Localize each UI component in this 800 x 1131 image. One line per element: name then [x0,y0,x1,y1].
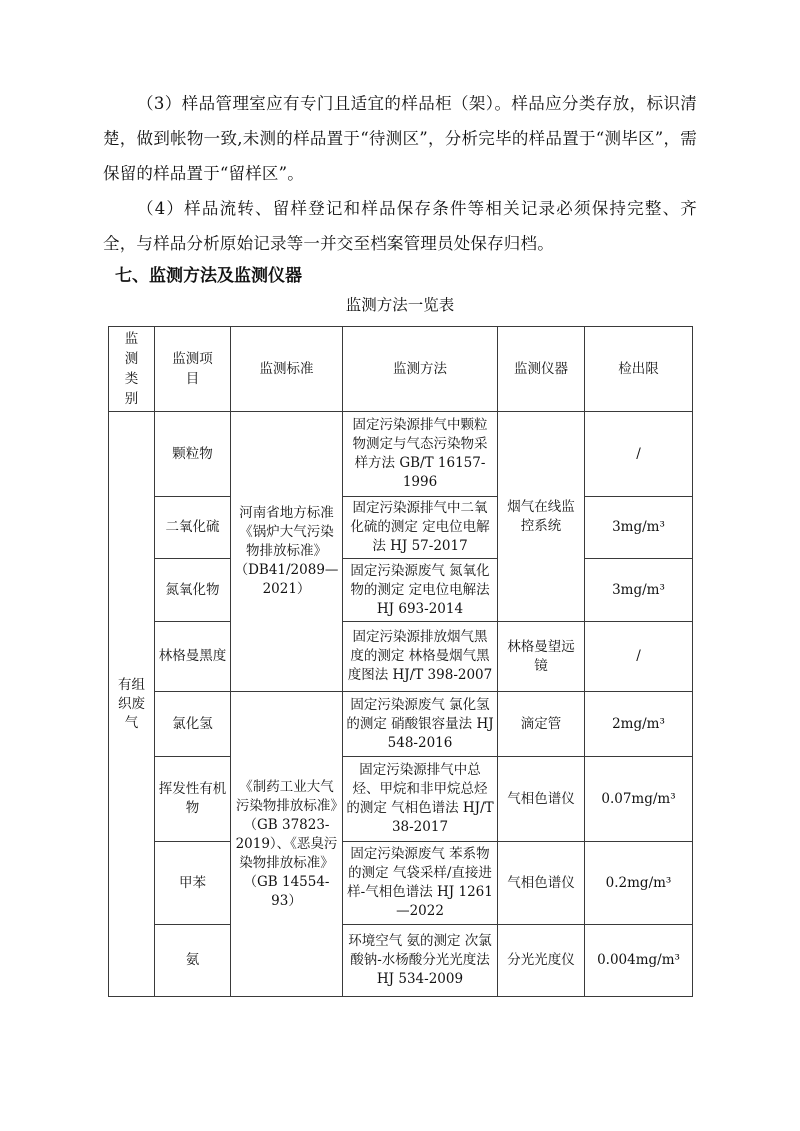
table-title: 监测方法一览表 [345,296,455,314]
cell-limit: 0.2mg/m³ [585,842,693,925]
cell-method: 固定污染源排气中颗粒物测定与气态污染物采样方法 GB/T 16157-1996 [343,412,498,497]
cell-instrument: 滴定管 [498,692,585,757]
cell-limit: 2mg/m³ [585,692,693,757]
table-header-row [109,327,693,412]
cell-instrument: 分光光度仪 [498,925,585,997]
table-row [109,692,693,757]
cell-instrument: 气相色谱仪 [498,842,585,925]
cell-method: 固定污染源废气 苯系物的测定 气袋采样/直接进样-气相色谱法 HJ 1261—2022 [343,842,498,925]
table-row [109,757,693,842]
paragraph-sample-records: （4）样品流转、留样登记和样品保存条件等相关记录必须保持完整、齐全，与样品分析原始记录等一并交至档案管理员处保存归档。 [103,199,697,253]
cell-standard: 河南省地方标准《锅炉大气污染物排放标准》（DB41/2089—2021） [231,412,343,692]
column-header-standard: 监测标准 [231,327,343,412]
cell-method: 固定污染源排放烟气黑度的测定 林格曼烟气黑度图法 HJ/T 398-2007 [343,622,498,692]
paragraph-sample-storage: （3）样品管理室应有专门且适宜的样品柜（架）。样品应分类存放，标识清楚，做到帐物一致,未测的样品置于“待测区”，分析完毕的样品置于“测毕区”，需保留的样品置于“留样区”。 [103,94,697,183]
cell-method: 环境空气 氨的测定 次氯酸钠-水杨酸分光光度法 HJ 534-2009 [343,925,498,997]
cell-limit: 3mg/m³ [585,559,693,622]
cell-item: 氯化氢 [155,692,231,757]
table-row [109,842,693,925]
cell-method: 固定污染源排气中二氧化硫的测定 定电位电解法 HJ 57-2017 [343,497,498,559]
cell-method: 固定污染源排气中总烃、甲烷和非甲烷总烃的测定 气相色谱法 HJ/T 38-2017 [343,757,498,842]
cell-method: 固定污染源废气 氮氧化物的测定 定电位电解法 HJ 693-2014 [343,559,498,622]
cell-standard: 《制药工业大气污染物排放标准》（GB 37823-2019）、《恶臭污染物排放标准》（GB 14554-93） [231,692,343,997]
column-header-method: 监测方法 [343,327,498,412]
cell-instrument: 气相色谱仪 [498,757,585,842]
cell-limit: / [585,412,693,497]
cell-item: 颗粒物 [155,412,231,497]
cell-limit: 3mg/m³ [585,497,693,559]
column-header-limit: 检出限 [585,327,693,412]
section-heading-monitoring-methods: 七、监测方法及监测仪器 [115,266,302,286]
cell-item: 林格曼黑度 [155,622,231,692]
column-header-instrument: 监测仪器 [498,327,585,412]
column-header-category: 监测类别 [109,327,155,412]
cell-instrument: 林格曼望远镜 [498,622,585,692]
cell-instrument: 烟气在线监控系统 [498,412,585,622]
cell-method: 固定污染源废气 氯化氢的测定 硝酸银容量法 HJ 548-2016 [343,692,498,757]
table-row [109,412,693,497]
table-row [109,925,693,997]
cell-limit: / [585,622,693,692]
cell-item: 氨 [155,925,231,997]
cell-item: 甲苯 [155,842,231,925]
table-row [109,497,693,559]
cell-item: 氮氧化物 [155,559,231,622]
cell-item: 二氧化硫 [155,497,231,559]
monitoring-methods-table [108,326,693,997]
cell-category: 有组织废气 [109,412,155,997]
cell-limit: 0.004mg/m³ [585,925,693,997]
table-row [109,622,693,692]
cell-item: 挥发性有机物 [155,757,231,842]
column-header-item: 监测项目 [155,327,231,412]
table-row [109,559,693,622]
cell-limit: 0.07mg/m³ [585,757,693,842]
